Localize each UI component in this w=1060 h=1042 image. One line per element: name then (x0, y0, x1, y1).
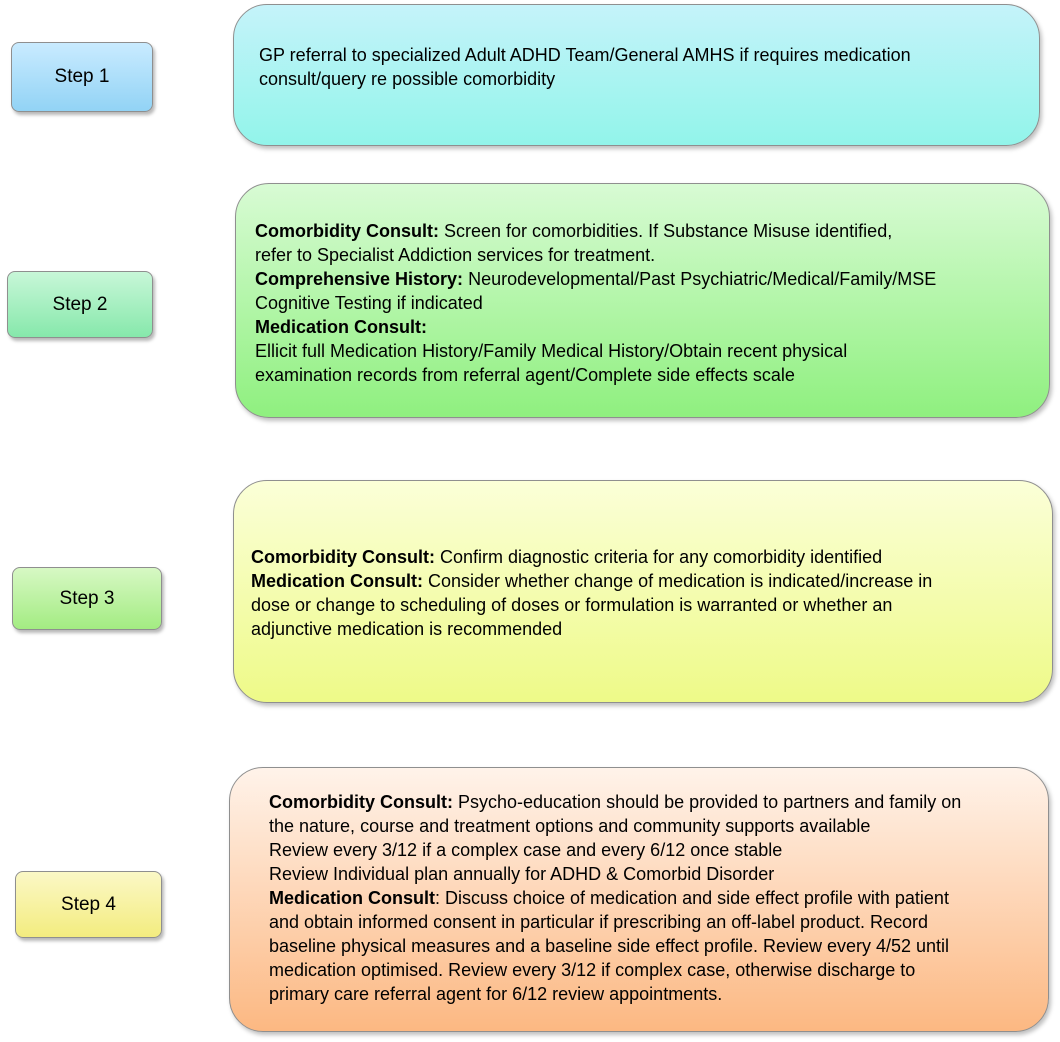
step-2-label (7, 271, 153, 338)
step-4-line: medication optimised. Review every 3/12 if complex case, otherwise discharge to (269, 960, 916, 980)
step-3-line: Comorbidity Consult: Confirm diagnostic criteria for any comorbidity identified (251, 547, 883, 567)
step-4-label-text: Step 4 (61, 893, 116, 915)
step-1-content-box (233, 4, 1040, 146)
step-2-line: refer to Specialist Addiction services for treatment. (255, 245, 656, 265)
step-4-line: primary care referral agent for 6/12 review appointments. (269, 984, 723, 1004)
step-4-line: the nature, course and treatment options and community supports available (269, 816, 871, 836)
step-4-label (15, 871, 162, 938)
step-4-content-box (229, 767, 1049, 1032)
step-2-text (255, 219, 936, 387)
step-3-text (251, 545, 932, 641)
step-3-content-box (233, 480, 1053, 703)
step-3-label-text: Step 3 (59, 587, 115, 609)
step-3-line: adjunctive medication is recommended (251, 619, 563, 639)
step-2-label-text: Step 2 (52, 293, 108, 315)
step-2-line: Medication Consult: (255, 317, 427, 337)
step-3-line: dose or change to scheduling of doses or formulation is warranted or whether an (251, 595, 893, 615)
step-1-label-text: Step 1 (54, 66, 110, 87)
step-2-line: Comprehensive History: Neurodevelopmental/Past Psychiatric/Medical/Family/MSE (255, 269, 937, 289)
step-3-label (12, 567, 162, 630)
step-1-line: GP referral to specialized Adult ADHD Team/General AMHS if requires medication (259, 45, 911, 65)
step-2-line: Ellicit full Medication History/Family Medical History/Obtain recent physical (255, 341, 848, 361)
step-4-line: Comorbidity Consult: Psycho-education should be provided to partners and family on (269, 792, 962, 812)
step-4-text (269, 790, 961, 1006)
step-4-line: and obtain informed consent in particular if prescribing an off-label product. Record (269, 912, 929, 932)
step-4-line: Medication Consult: Discuss choice of medication and side effect profile with patient (269, 888, 949, 908)
step-4-line: baseline physical measures and a baseline side effect profile. Review every 4/52 until (269, 936, 950, 956)
step-2-line: Comorbidity Consult: Screen for comorbidities. If Substance Misuse identified, (255, 221, 893, 241)
step-1-line: consult/query re possible comorbidity (259, 69, 556, 89)
step-1-text (259, 43, 911, 91)
step-2-content-box (235, 183, 1050, 418)
step-4-line: Review Individual plan annually for ADHD & Comorbid Disorder (269, 864, 775, 884)
step-4-line: Review every 3/12 if a complex case and every 6/12 once stable (269, 840, 783, 860)
step-2-line: examination records from referral agent/Complete side effects scale (255, 365, 795, 385)
step-3-line: Medication Consult: Consider whether change of medication is indicated/increase in (251, 571, 933, 591)
step-2-line: Cognitive Testing if indicated (255, 293, 483, 313)
step-1-label (11, 42, 153, 112)
